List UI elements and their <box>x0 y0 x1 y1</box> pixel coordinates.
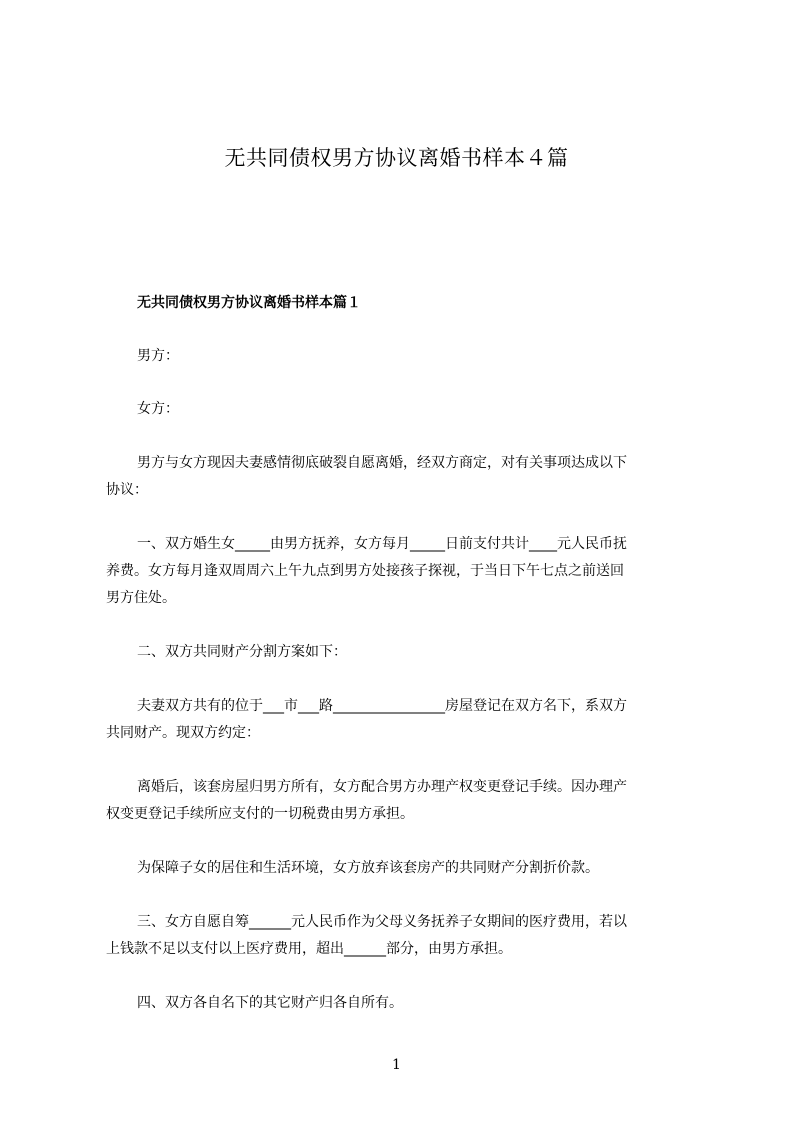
intro-paragraph-line-2: 协议： <box>106 482 148 498</box>
property-paragraph-line-1: 夫妻双方共有的位于___市___路________________房屋登记在双方名下，系双方 <box>137 698 627 714</box>
clause-4-line: 四、双方各自名下的其它财产归各自所有。 <box>137 995 403 1011</box>
male-party-line: 男方： <box>137 348 179 364</box>
section-heading: 无共同债权男方协议离婚书样本篇１ <box>137 295 361 311</box>
clause-3-line-1: 三、女方自愿自筹______元人民币作为父母义务抚养子女期间的医疗费用，若以 <box>137 914 627 930</box>
after-divorce-line-2: 权变更登记手续所应支付的一切税费由男方承担。 <box>106 806 414 822</box>
after-divorce-line-1: 离婚后，该套房屋归男方所有，女方配合男方办理产权变更登记手续。因办理产 <box>137 779 627 795</box>
clause-1-line-2: 养费。女方每月逢双周周六上午九点到男方处接孩子探视，于当日下午七点之前送回 <box>106 563 624 579</box>
child-living-line: 为保障子女的居住和生活环境，女方放弃该套房产的共同财产分割折价款。 <box>137 860 599 876</box>
page-number: 1 <box>392 1057 401 1073</box>
clause-2-line: 二、双方共同财产分割方案如下： <box>137 644 347 660</box>
clause-3-line-2: 上钱款不足以支付以上医疗费用，超出______部分，由男方承担。 <box>106 941 512 957</box>
property-paragraph-line-2: 共同财产。现双方约定： <box>106 725 260 741</box>
clause-1-line-3: 男方住处。 <box>106 590 176 606</box>
female-party-line: 女方： <box>137 401 179 417</box>
clause-1-line-1: 一、双方婚生女_____由男方抚养，女方每月_____日前支付共计____元人民币抚 <box>137 536 627 552</box>
intro-paragraph-line-1: 男方与女方现因夫妻感情彻底破裂自愿离婚，经双方商定，对有关事项达成以下 <box>137 455 627 471</box>
document-title: 无共同债权男方协议离婚书样本４篇 <box>224 146 569 170</box>
